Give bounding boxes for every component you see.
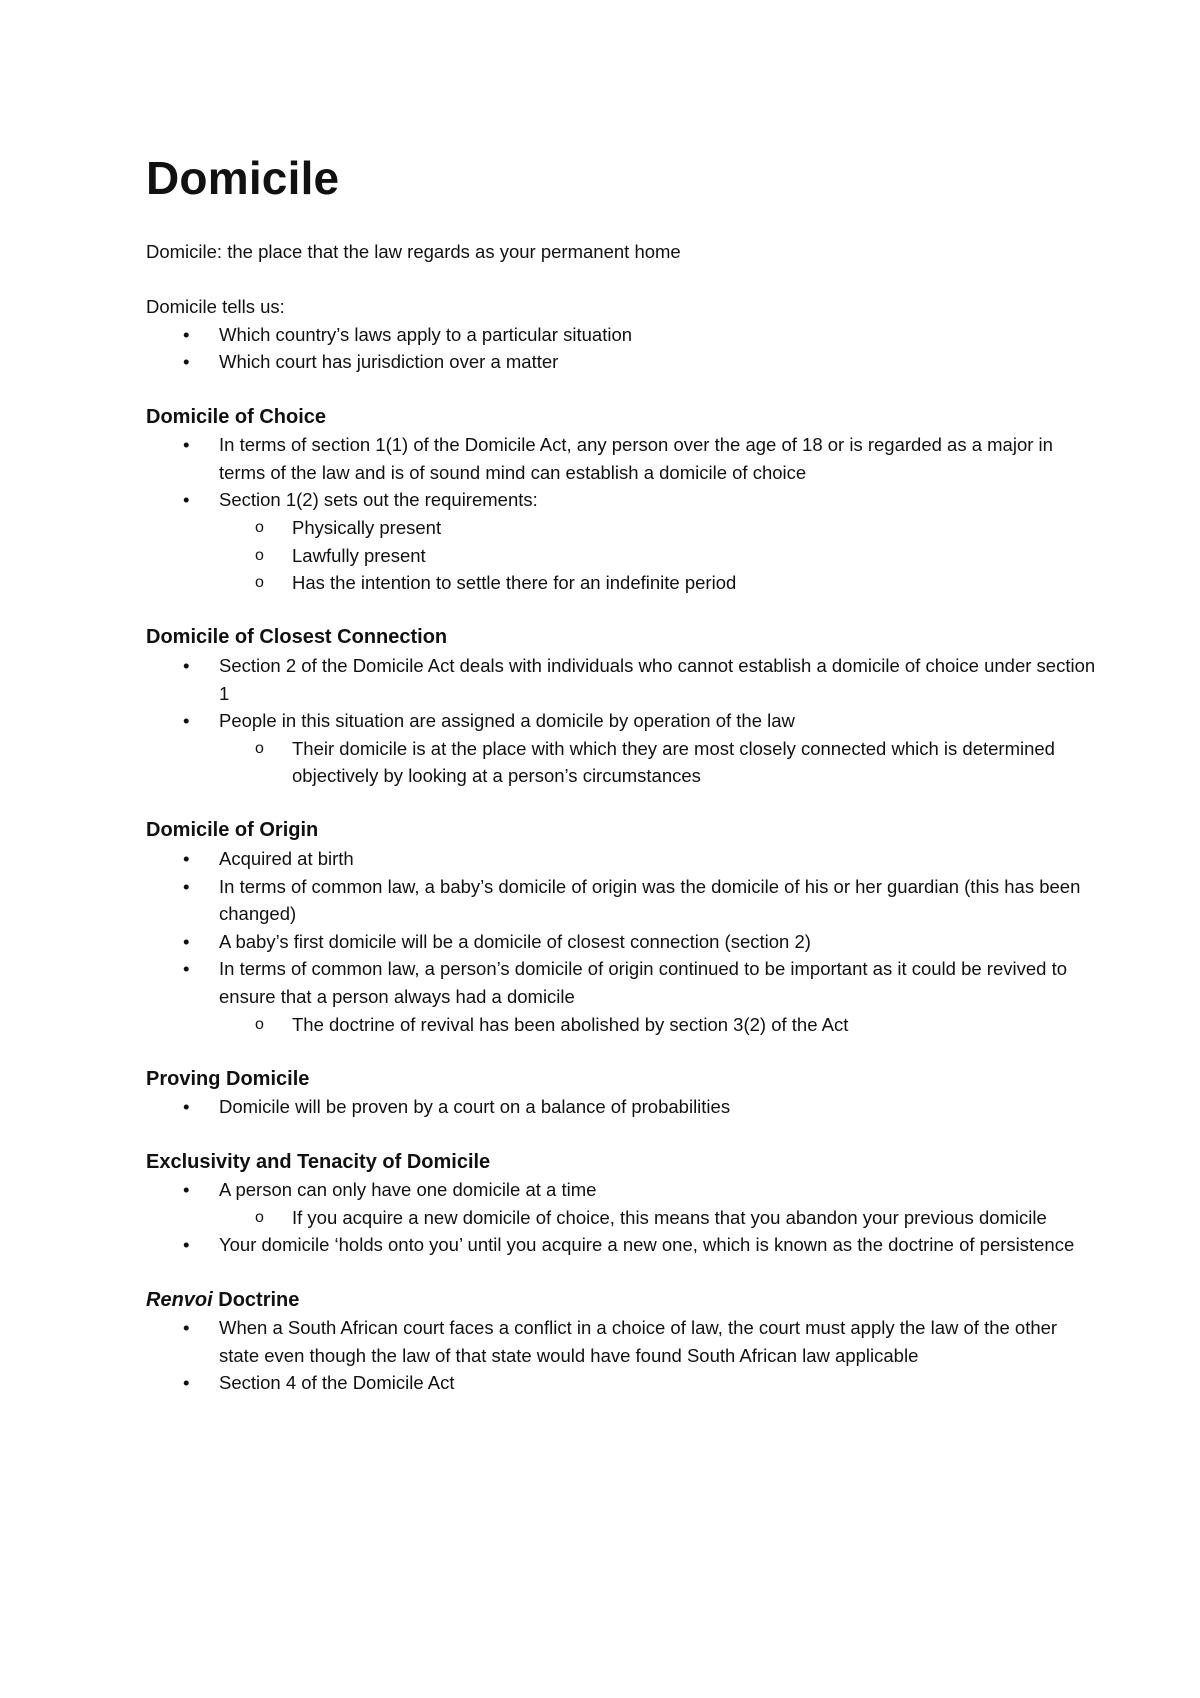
- heading-exclusivity-and-tenacity: Exclusivity and Tenacity of Domicile: [146, 1150, 491, 1173]
- list-item: • A baby’s first domicile will be a domicile of closest connection (section 2): [146, 928, 1100, 956]
- sub-list-item: o Lawfully present: [219, 542, 1100, 570]
- domicile-definition: Domicile: the place that the law regards as your permanent home: [146, 241, 681, 262]
- exclusivity-list: [146, 1176, 1100, 1259]
- heading-italic-part: Renvoi: [146, 1288, 213, 1311]
- origin-list: [146, 845, 1100, 1038]
- exclusivity-sub-list: [219, 1204, 1100, 1232]
- requirements-list: [219, 514, 1100, 597]
- list-item: [146, 955, 1100, 1038]
- tells-us-label: Domicile tells us:: [146, 296, 285, 318]
- list-item: • Which court has jurisdiction over a matter: [146, 348, 1100, 376]
- sub-list-item: o Their domicile is at the place with which they are most closely connected which is determined objectively by looking at a person’s circumstances: [219, 735, 1100, 790]
- closest-sub-list: [219, 735, 1100, 790]
- list-item-text: Section 1(2) sets out the requirements:: [219, 489, 538, 511]
- proving-list: [146, 1093, 1100, 1121]
- heading-rest-part: Doctrine: [212, 1288, 300, 1311]
- list-item: • Acquired at birth: [146, 845, 1100, 873]
- closest-list: [146, 652, 1100, 790]
- list-item: • Section 2 of the Domicile Act deals with individuals who cannot establish a domicile of choice under section 1: [146, 652, 1100, 707]
- tells-us-list: [146, 321, 1100, 376]
- list-item: • Section 4 of the Domicile Act: [146, 1369, 1100, 1397]
- renvoi-list: [146, 1314, 1100, 1397]
- list-item-text: A person can only have one domicile at a time: [219, 1179, 597, 1201]
- sub-list-item: o Has the intention to settle there for an indefinite period: [219, 569, 1100, 597]
- spacer: [146, 266, 1100, 294]
- page-title: Domicile: [146, 152, 340, 204]
- choice-list: [146, 431, 1100, 597]
- list-item: [146, 707, 1100, 790]
- list-item: • In terms of common law, a baby’s domicile of origin was the domicile of his or her guardian (this has been changed): [146, 873, 1100, 928]
- list-item: • When a South African court faces a conflict in a choice of law, the court must apply the law of the other state even though the law of that state would have found South African law applicable: [146, 1314, 1100, 1369]
- list-item: • Domicile will be proven by a court on a balance of probabilities: [146, 1093, 1100, 1121]
- list-item: [146, 1176, 1100, 1231]
- heading-renvoi-doctrine: [146, 1287, 1100, 1315]
- list-item: • Your domicile ‘holds onto you’ until you acquire a new one, which is known as the doctrine of persistence: [146, 1231, 1100, 1259]
- list-item: [146, 486, 1100, 596]
- heading-domicile-of-choice: Domicile of Choice: [146, 405, 327, 428]
- sub-list-item: o The doctrine of revival has been abolished by section 3(2) of the Act: [219, 1011, 1100, 1039]
- sub-list-item: o If you acquire a new domicile of choice, this means that you abandon your previous domicile: [219, 1204, 1100, 1232]
- list-item: • Which country’s laws apply to a particular situation: [146, 321, 1100, 349]
- heading-proving-domicile: Proving Domicile: [146, 1067, 310, 1090]
- heading-domicile-of-closest-connection: Domicile of Closest Connection: [146, 626, 448, 649]
- sub-list-item: o Physically present: [219, 514, 1100, 542]
- list-item: • In terms of section 1(1) of the Domicile Act, any person over the age of 18 or is regarded as a major in terms of the law and is of sound mind can establish a domicile of choice: [146, 431, 1100, 486]
- list-item-text: In terms of common law, a person’s domicile of origin continued to be important as it could be revived to ensure that a person always had a domicile: [219, 958, 1068, 1008]
- list-item-text: People in this situation are assigned a domicile by operation of the law: [219, 710, 795, 732]
- heading-domicile-of-origin: Domicile of Origin: [146, 819, 319, 842]
- origin-sub-list: [219, 1011, 1100, 1039]
